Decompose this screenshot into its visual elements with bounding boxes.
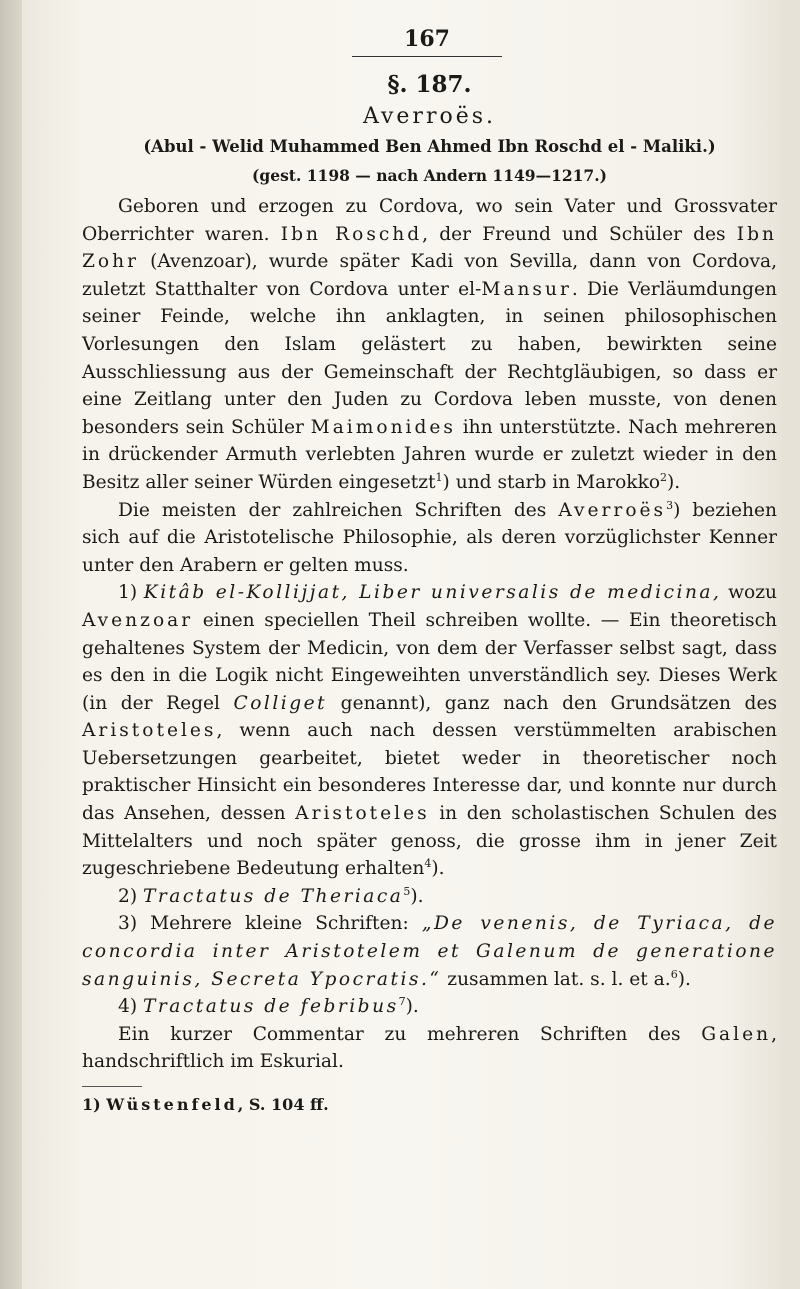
chapter-title: Averroës. xyxy=(362,104,497,129)
book-page xyxy=(22,0,782,1289)
footnote-divider xyxy=(82,1086,142,1087)
paragraph-1: Geboren und erzogen zu Cordova, wo sein Vater und Grossvater Oberrichter waren. Ibn Roschd, der Freund und Schüler des Ibn Zohr (Avenzoar), wurde später Kadi von Sevilla, dann von Cordova, zuletzt Statthalter von Cordova unter el-Mansur. Die Verläumdungen seiner Feinde, welche ihn anklagten, in seinen philosophischen Vorlesungen den Islam gelästert zu haben, bewirkten seine Ausschliessung aus der Gemeinschaft der Rechtgläubigen, so dass er eine Zeitlang unter den Juden zu Cordova leben musste, von denen besonders sein Schüler Maimonides ihn unterstützte. Nach mehreren in drückender Armuth verlebten Jahren wurde er zuletzt wieder in den Besitz aller seiner Würden eingesetzt$^1$) und starb in Marokko$^2$). xyxy=(82,196,778,493)
work-item-3: 3) Mehrere kleine Schriften: „De venenis, de Tyriaca, de concordia inter Aristotelem et Galenum de generatione sanguinis, Secreta Ypocratis.“ zusammen lat. s. l. et a.$^6$). xyxy=(82,913,777,990)
paragraph-commentary: Ein kurzer Commentar zu mehreren Schriften des Galen, handschriftlich im Eskurial. xyxy=(82,1023,777,1073)
dates-line: (gest. 1198 — nach Andern 1149—1217.) xyxy=(252,166,607,185)
body-text xyxy=(82,193,777,1076)
work-item-1: 1) Kitâb el-Kollijjat, Liber universalis de medicina, wozu Avenzoar einen speciellen Theil schreiben wollte. — Ein theoretisch gehaltenes System der Medicin, von dem der Verfasser selbst sagt, dass es den in die Logik nicht Eingeweihten unverständlich sey. Dieses Werk (in der Regel Colliget genannt), ganz nach den Grundsätzen des Aristoteles, wenn auch nach dessen verstümmelten arabischen Uebersetzungen gearbeitet, bietet weder in theoretischer noch praktischer Hinsicht ein besonderes Interesse dar, und konnte nur durch das Ansehen, dessen Aristoteles in den scholastischen Schulen des Mittelalters und noch später genoss, die grosse ihm in jener Zeit zugeschriebene Bedeutung erhalten$^4$). xyxy=(82,582,778,880)
section-heading: §. 187. xyxy=(387,71,472,98)
paragraph-2: Die meisten der zahlreichen Schriften des Averroës$^3$) beziehen sich auf die Aristotelische Philosophie, als deren vorzüglichster Kenner unter den Arabern er gelten muss. xyxy=(82,498,777,576)
work-item-4: 4) Tractatus de febribus$^7$). xyxy=(118,995,419,1018)
page-spine-shadow xyxy=(0,0,22,1289)
page-number: 167 xyxy=(352,26,502,57)
full-name-line: (Abul - Welid Muhammed Ben Ahmed Ibn Roschd el - Maliki.) xyxy=(143,137,716,156)
work-item-2: 2) Tractatus de Theriaca$^5$). xyxy=(118,884,424,907)
page-content xyxy=(82,26,777,1114)
footnote-1: 1) Wüstenfeld, S. 104 ff. xyxy=(82,1095,329,1114)
